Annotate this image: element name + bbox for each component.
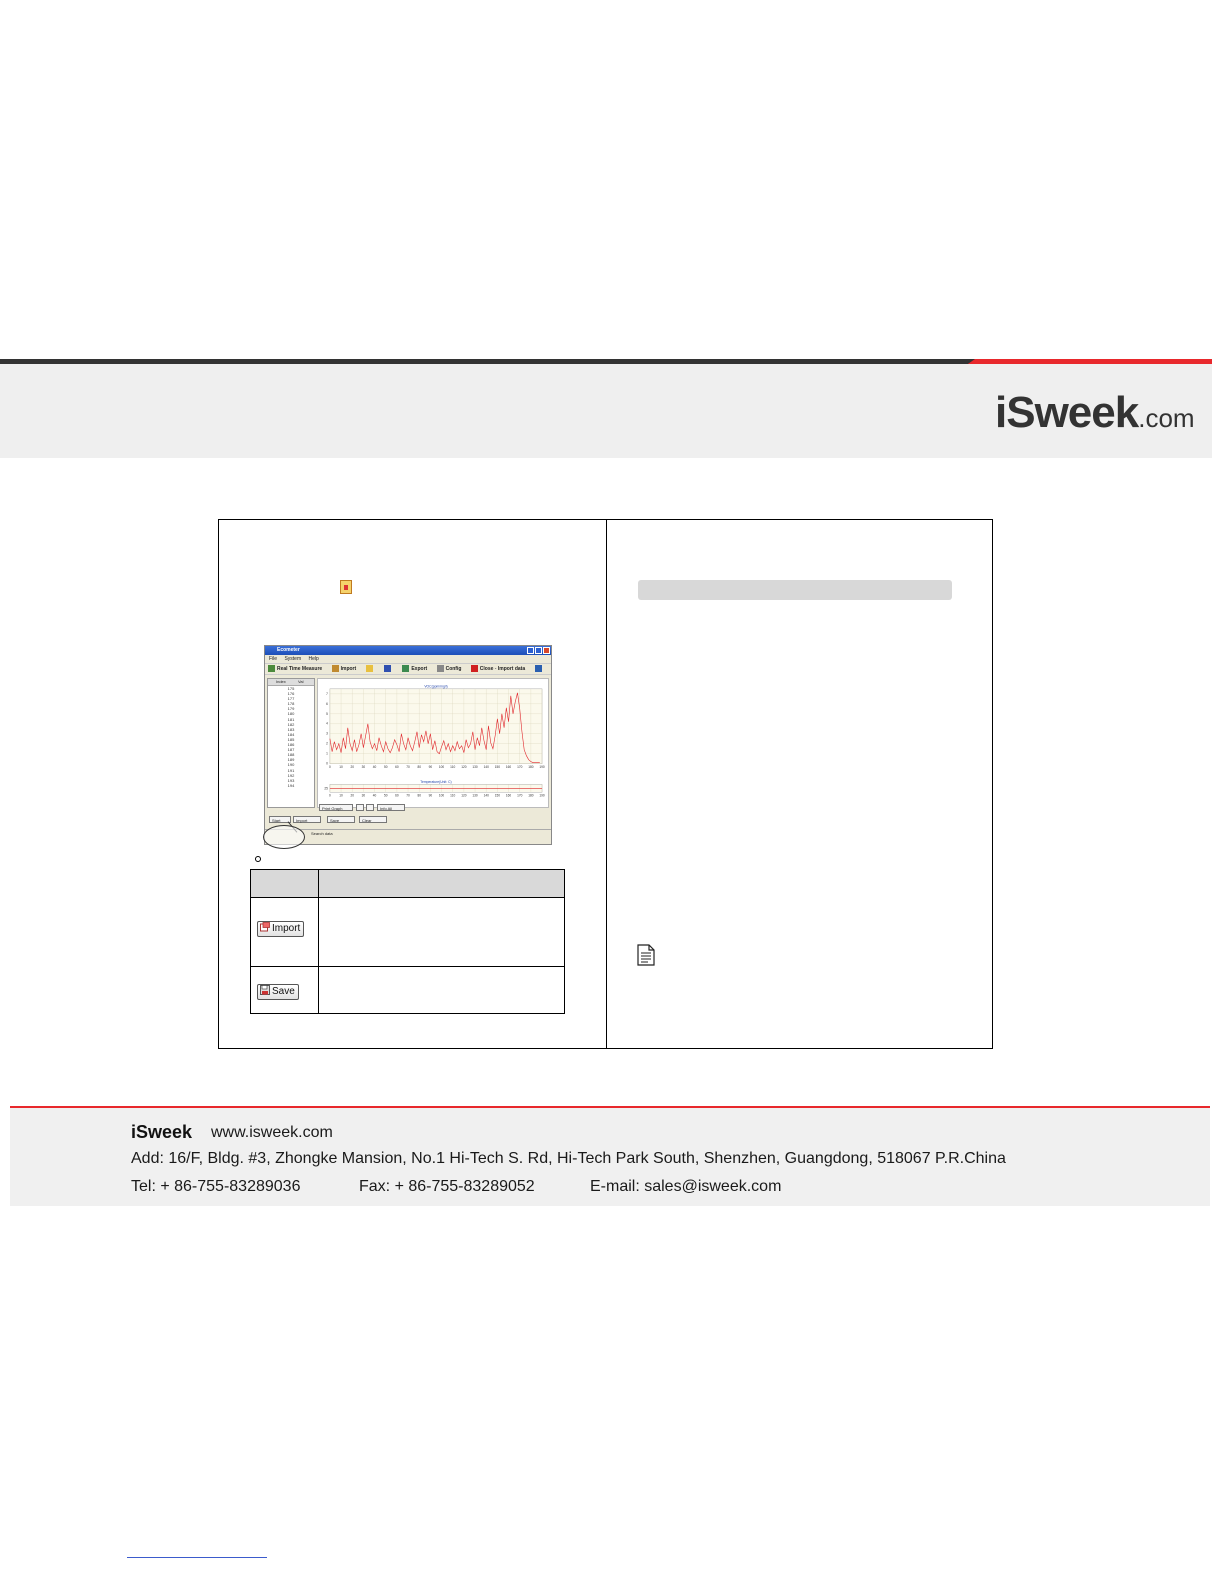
table-row[interactable]: 191 (287, 767, 295, 773)
table-row[interactable]: 193 (287, 777, 295, 783)
x-tick-label: 150 (494, 765, 501, 770)
save-label: Save (272, 986, 295, 997)
status-bar (265, 829, 551, 836)
table-row[interactable]: 192 (287, 772, 295, 778)
x-tick-label: 110 (450, 793, 456, 798)
folder-icon (366, 665, 373, 672)
footer-brand: iSweek (131, 1122, 193, 1142)
x-tick-label: 70 (406, 793, 410, 798)
table-row[interactable]: 190 (287, 762, 295, 768)
clear-button[interactable]: Clear (359, 816, 387, 823)
import-button[interactable]: Import (293, 816, 321, 823)
floppy-icon (384, 665, 391, 672)
x-tick-label: 190 (539, 765, 545, 770)
temperature-chart (324, 780, 545, 798)
x-tick-label: 10 (339, 765, 343, 770)
table-row[interactable]: 180 (287, 711, 295, 717)
x-tick-label: 160 (505, 793, 512, 798)
config-icon (437, 665, 444, 672)
x-tick-label: 80 (417, 793, 421, 798)
table-header (268, 679, 314, 686)
table-header-row (251, 870, 564, 898)
x-tick-label: 130 (472, 793, 478, 798)
note-icon (637, 944, 655, 966)
measure-icon (268, 665, 275, 672)
import-label: Import (272, 923, 301, 934)
x-tick-label: 40 (372, 793, 377, 798)
book-icon (535, 665, 542, 672)
start-button[interactable]: Start (269, 816, 291, 823)
chart-title: Temperature(Unit: C) (420, 779, 452, 784)
x-tick-label: 80 (417, 765, 421, 770)
table-row[interactable]: 183 (287, 726, 295, 732)
import-icon (340, 580, 352, 594)
x-tick-label: 40 (372, 765, 377, 770)
toolbar-real-time[interactable]: Real Time Measure (268, 666, 322, 672)
column-header-val: Val (298, 679, 304, 684)
footer-email[interactable]: E-mail: sales@isweek.com (590, 1178, 782, 1195)
table-row[interactable]: 182 (287, 721, 295, 727)
x-tick-label: 190 (539, 793, 545, 798)
y-tick-label: 25 (324, 786, 328, 791)
x-tick-label: 170 (517, 793, 523, 798)
voc-chart (326, 684, 545, 769)
table-row[interactable]: 178 (287, 701, 295, 707)
status-text: Search data (311, 831, 333, 836)
x-tick-label: 140 (483, 765, 489, 770)
x-tick-label: 120 (461, 765, 467, 770)
import-button-sample[interactable] (257, 921, 304, 937)
table-row[interactable]: 185 (287, 736, 295, 742)
toolbar-config[interactable]: Config (437, 666, 462, 672)
minimize-icon[interactable] (527, 647, 534, 654)
x-tick-label: 100 (438, 765, 445, 770)
button-table (250, 869, 565, 1014)
toolbar-export[interactable]: Export (402, 666, 427, 672)
export-icon (402, 665, 409, 672)
x-tick-label: 180 (528, 793, 534, 798)
column-divider (606, 519, 607, 1049)
table-rows (268, 686, 314, 788)
toolbar-import[interactable]: Import (332, 666, 357, 672)
y-tick-label: 4 (326, 721, 328, 726)
x-tick-label: 160 (505, 765, 512, 770)
chart-area (317, 678, 549, 808)
app-title: Ecometer (277, 647, 300, 653)
y-tick-label: 0 (326, 761, 328, 766)
table-row[interactable]: 194 (287, 782, 295, 788)
y-tick-label: 7 (326, 691, 328, 696)
table-row[interactable]: 187 (287, 747, 295, 753)
column-header-index: Index (276, 679, 286, 684)
logo-suffix: .com (1138, 403, 1195, 433)
x-tick-label: 90 (428, 793, 433, 798)
x-tick-label: 140 (483, 793, 489, 798)
table-row[interactable]: 186 (287, 742, 295, 748)
table-row[interactable]: 175 (287, 686, 295, 691)
x-tick-label: 0 (329, 793, 331, 798)
table-row-divider (251, 966, 564, 967)
x-tick-label: 120 (461, 793, 467, 798)
chart-title: VOC(ppm/mg/l) (424, 684, 448, 689)
table-row[interactable]: 177 (287, 696, 295, 702)
close-x-icon (471, 665, 478, 672)
table-row[interactable]: 179 (287, 706, 295, 712)
x-tick-label: 20 (350, 765, 354, 770)
x-tick-label: 100 (438, 793, 445, 798)
x-tick-label: 60 (395, 793, 399, 798)
table-row[interactable]: 184 (287, 731, 295, 737)
x-tick-label: 180 (528, 765, 534, 770)
save-button-sample[interactable] (257, 984, 299, 1000)
bottom-link-underline (127, 1557, 267, 1558)
x-tick-label: 60 (395, 765, 399, 770)
toolbar-open[interactable] (366, 666, 375, 672)
table-row[interactable]: 189 (287, 757, 295, 763)
y-tick-label: 2 (326, 741, 328, 746)
table-column-divider (318, 870, 319, 1013)
x-tick-label: 70 (406, 765, 410, 770)
footer-address: Add: 16/F, Bldg. #3, Zhongke Mansion, No.1 Hi-Tech S. Rd, Hi-Tech Park South, Shenzhen, Guangdong, 518067 P.R.China (131, 1150, 1006, 1167)
data-table[interactable] (267, 678, 315, 808)
table-row[interactable]: 188 (287, 752, 295, 758)
table-row[interactable]: 176 (287, 691, 295, 697)
toolbar-save[interactable] (384, 666, 393, 672)
save-icon (260, 985, 270, 995)
zoom-out-button[interactable] (366, 804, 374, 811)
footer-tel: Tel: + 86-755-83289036 (131, 1178, 301, 1195)
x-tick-label: 170 (517, 765, 523, 770)
import-icon (332, 665, 339, 672)
toolbar-book[interactable] (535, 666, 544, 672)
close-icon[interactable] (543, 647, 550, 654)
isweek-logo (995, 388, 1195, 438)
x-tick-label: 30 (361, 793, 366, 798)
menu-help[interactable]: Help (308, 656, 319, 662)
x-tick-label: 150 (494, 793, 501, 798)
toolbar-close[interactable]: Close - Import data (471, 666, 525, 672)
zoom-in-button[interactable] (356, 804, 364, 811)
footer-url[interactable]: www.isweek.com (211, 1124, 333, 1141)
x-tick-label: 50 (383, 765, 388, 770)
app-screenshot (264, 645, 552, 845)
x-tick-label: 30 (361, 765, 366, 770)
callout-circle (263, 825, 305, 849)
save-button[interactable]: Save (327, 816, 355, 823)
menu-system[interactable]: System (284, 656, 302, 662)
footer-fax: Fax: + 86-755-83289052 (359, 1178, 535, 1195)
logo-main: iSweek (995, 388, 1139, 437)
y-tick-label: 6 (326, 701, 328, 706)
y-tick-label: 1 (326, 751, 328, 756)
highlight-field (638, 580, 952, 600)
y-tick-label: 5 (326, 711, 328, 716)
menu-file[interactable]: File (269, 656, 278, 662)
info-all-button[interactable]: Info All (377, 804, 405, 811)
print-graph-button[interactable]: Print Graph (319, 804, 353, 811)
maximize-icon[interactable] (535, 647, 542, 654)
bullet-circle (255, 856, 261, 862)
app-menubar (265, 655, 551, 663)
x-tick-label: 0 (329, 765, 331, 770)
x-tick-label: 10 (339, 793, 343, 798)
app-toolbar (265, 663, 551, 675)
x-tick-label: 90 (428, 765, 433, 770)
x-tick-label: 130 (472, 765, 478, 770)
x-tick-label: 50 (383, 793, 388, 798)
table-row[interactable]: 181 (287, 716, 295, 722)
app-titlebar (265, 646, 551, 655)
x-tick-label: 20 (350, 793, 354, 798)
x-tick-label: 110 (450, 765, 456, 770)
y-tick-label: 3 (326, 731, 328, 736)
import-icon (260, 922, 270, 932)
